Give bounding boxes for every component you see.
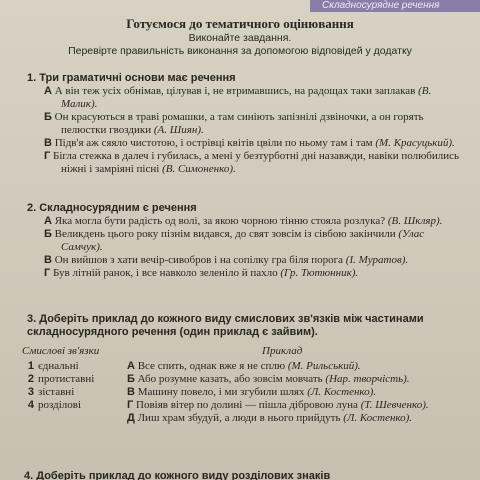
link-label: єднальні [38, 360, 79, 372]
option-text: Бігла стежка в далеч і губилась, а мені у безтурботні дні назавжди, навіки полюбились ніжні і замріяні пісні [53, 150, 460, 175]
example-c[interactable] [127, 386, 466, 399]
question-1-option-b[interactable] [33, 111, 466, 137]
link-number: 4 [27, 399, 34, 411]
matching-table [22, 345, 466, 425]
example-a[interactable] [127, 360, 466, 373]
example-e[interactable] [127, 412, 466, 425]
example-author: (Нар. творчість). [325, 373, 410, 385]
question-2-option-b[interactable] [33, 228, 466, 254]
question-1 [27, 72, 466, 176]
page-header [0, 16, 480, 58]
link-label: протиставні [38, 373, 95, 385]
option-author: (В. Симоненко). [162, 163, 236, 175]
question-1-option-d[interactable] [33, 150, 466, 176]
example-text: Повіяв вітер по долині — пішла дібровою луна [136, 399, 358, 411]
example-text: Машину повело, і ми згубили шлях [137, 386, 305, 398]
option-letter: Г [44, 150, 51, 162]
option-text: Яка могла бути радість од волі, за якою чорною тінню стояла розлука? [54, 215, 386, 227]
question-4-title-cut: 4. Доберіть приклад до кожного виду розділових знаків [24, 470, 331, 480]
option-author: (Улас Самчук). [61, 228, 425, 253]
example-author: (Л. Костенко). [307, 386, 377, 398]
option-letter: А [44, 85, 52, 97]
column-examples-header: Приклад [262, 345, 303, 357]
examples-column [127, 360, 466, 425]
option-author: (А. Шиян). [153, 124, 204, 136]
option-author: (І. Муратов). [345, 254, 409, 266]
link-item-3[interactable] [22, 386, 127, 399]
link-item-4[interactable] [22, 399, 127, 412]
instruction-line-2: Перевірте правильність виконання за допомогою відповідей у додатку [68, 45, 412, 57]
example-text: Все спить, однак вже я не сплю [137, 360, 286, 372]
question-2 [27, 202, 466, 280]
option-text: Підв'я аж сяяло чистотою, і острівці квітів цвіли по ньому там і там [54, 137, 373, 149]
option-author: (В. Шкляр). [387, 215, 443, 227]
link-number: 2 [27, 373, 34, 385]
example-letter: Г [127, 399, 134, 411]
example-letter: Б [127, 373, 135, 385]
example-b[interactable] [127, 373, 466, 386]
question-3-title: 3. Доберіть приклад до кожного виду смислових зв'язків між частинами складносурядного речення (один приклад є зайвим). [27, 313, 424, 338]
option-letter: В [44, 137, 52, 149]
option-text: Великдень цього року пізнім видався, до свят зовсім із сівбою закінчили [54, 228, 396, 240]
question-2-option-d[interactable] [33, 267, 466, 280]
page-title: Готуємося до тематичного оцінювання [126, 16, 354, 31]
option-letter: Б [44, 111, 52, 123]
example-letter: Д [127, 412, 135, 424]
option-author: (В. Малик). [61, 85, 432, 110]
example-letter: В [127, 386, 135, 398]
option-letter: Г [44, 267, 51, 279]
question-1-option-c[interactable] [33, 137, 466, 150]
question-1-option-a[interactable] [33, 85, 466, 111]
option-author: (М. Красуцький). [375, 137, 455, 149]
instruction-line-1: Виконайте завдання. [188, 32, 292, 44]
link-number: 1 [27, 360, 34, 372]
link-item-2[interactable] [22, 373, 127, 386]
option-author: (Гр. Тютюнник). [280, 267, 359, 279]
option-text: Був літній ранок, і все навколо зеленіло й пахло [53, 267, 278, 279]
matching-table-header [22, 345, 466, 360]
option-letter: А [44, 215, 52, 227]
question-1-title: 1. Три граматичні основи має речення [27, 72, 236, 84]
example-letter: А [127, 360, 135, 372]
example-d[interactable] [127, 399, 466, 412]
option-text: Он вийшов з хати вечір-сивобров і на сопілку гра біля порога [54, 254, 344, 266]
example-author: (Л. Костенко). [343, 412, 413, 424]
link-number: 3 [27, 386, 34, 398]
link-item-1[interactable] [22, 360, 127, 373]
section-tab: Складносурядне речення [310, 0, 480, 12]
link-label: розділові [38, 399, 82, 411]
links-column [22, 360, 127, 425]
example-author: (М. Рильський). [287, 360, 361, 372]
question-2-option-a[interactable] [33, 215, 466, 228]
example-text: Лиш храм збудуй, а люди в нього прийдуть [137, 412, 341, 424]
question-2-option-c[interactable] [33, 254, 466, 267]
question-3 [27, 313, 466, 339]
question-2-title: 2. Складносурядним є речення [27, 202, 197, 214]
example-author: (Т. Шевченко). [360, 399, 429, 411]
option-letter: В [44, 254, 52, 266]
option-letter: Б [44, 228, 52, 240]
option-text: Он красуються в траві ромашки, а там синіють запізнілі дзвіночки, а он горять пелюстки гвоздики [54, 111, 424, 136]
example-text: Або розумне казать, або зовсім мовчать [137, 373, 323, 385]
column-links-header: Смислові зв'язки [22, 345, 100, 357]
option-text: А він теж усіх обнімав, цілував і, не втримавшись, на радощах таки заплакав [54, 85, 416, 97]
link-label: зіставні [38, 386, 75, 398]
